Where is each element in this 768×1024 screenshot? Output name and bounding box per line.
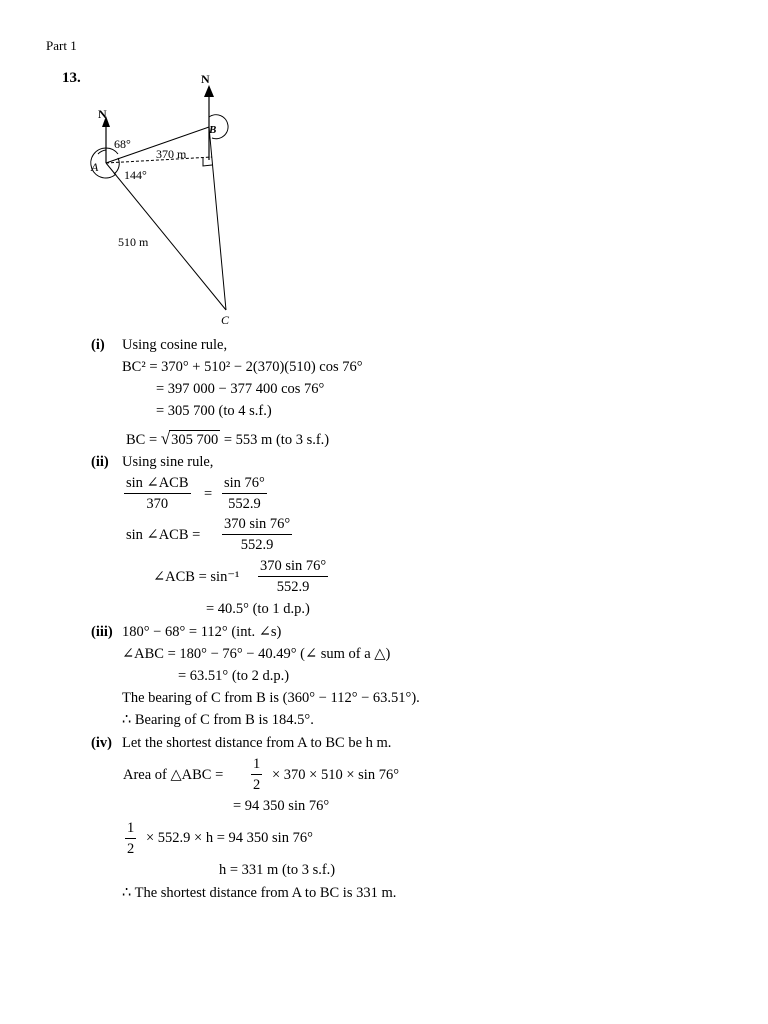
north-label-b: N [201, 72, 210, 86]
side-label-ac: 510 m [118, 235, 149, 249]
part-iv-half-den-2: 2 [127, 841, 135, 857]
point-label-a: A [91, 160, 99, 174]
part-iii-line2: ∠ABC = 180° − 76° − 40.49° (∠ sum of a △) [122, 646, 391, 662]
part-ii-line2-fraction [222, 516, 292, 554]
side-bc [209, 127, 226, 310]
part-iv-area-lhs: Area of △ABC = [123, 767, 224, 783]
page-header-part: Part 1 [46, 38, 77, 53]
part-i-line3: = 305 700 (to 4 s.f.) [156, 403, 272, 419]
part-i-line4-root: 305 700 [171, 432, 219, 448]
part-ii-line3-lhs: ∠ACB = sin⁻¹ [153, 569, 240, 585]
angle-label-144: 144° [124, 168, 147, 182]
part-iii-line5: ∴ Bearing of C from B is 184.5°. [122, 712, 314, 728]
part-i-line4: BC = √305 700 = 553 m (to 3 s.f.) [126, 429, 330, 448]
part-iv-half-den-1: 2 [253, 777, 261, 793]
angle-label-68: 68° [114, 137, 131, 151]
part-iii-line3: = 63.51° (to 2 d.p.) [178, 668, 290, 684]
part-ii-line4: = 40.5° (to 1 d.p.) [206, 601, 310, 617]
part-iv-half-num-2: 1 [125, 820, 136, 839]
part-i-line4-rhs: = 553 m (to 3 s.f.) [223, 432, 330, 448]
right-angle-marker [203, 158, 212, 166]
part-iii-line1: 180° − 68° = 112° (int. ∠s) [122, 624, 282, 640]
part-ii-f1-num: sin ∠ACB [124, 475, 191, 494]
part-i-intro: Using cosine rule, [122, 337, 228, 353]
point-label-b: B [209, 124, 217, 136]
part-iv-h-value: h = 331 m (to 3 s.f.) [219, 862, 336, 878]
side-label-ab: 370 m [156, 147, 187, 161]
part-i-line1: BC² = 370° + 510² − 2(370)(510) cos 76° [122, 359, 363, 375]
part-ii-f2-den: 552.9 [228, 496, 261, 512]
part-i-label: (i) [91, 337, 105, 353]
north-label-a: N [98, 107, 107, 121]
part-ii-f2-num: sin 76° [222, 475, 267, 494]
part-iv-half-num-1: 1 [251, 756, 262, 775]
part-iv-area-rhs: × 370 × 510 × sin 76° [272, 767, 400, 783]
part-iii-label: (iii) [91, 624, 113, 640]
part-ii-l3-den: 552.9 [276, 579, 310, 595]
part-iv-intro: Let the shortest distance from A to BC be h m. [122, 735, 392, 751]
part-ii-fraction1 [124, 475, 191, 513]
part-i-line2: = 397 000 − 377 400 cos 76° [156, 381, 325, 397]
part-ii-line3-fraction [258, 558, 328, 596]
part-iv-area2: = 94 350 sin 76° [233, 798, 330, 814]
part-ii-f1-den: 370 [146, 496, 169, 512]
part-ii-equals: = [204, 486, 213, 502]
part-iv-half-fraction-2 [125, 820, 136, 858]
part-iv-half-fraction-1 [251, 756, 262, 794]
part-iv-conclusion: ∴ The shortest distance from A to BC is 331 m. [122, 885, 397, 901]
part-iv-eq-rhs: × 552.9 × h = 94 350 sin 76° [146, 830, 313, 846]
triangle-bearing-diagram [0, 0, 768, 340]
north-arrow-b-icon [204, 85, 214, 97]
point-label-c: C [221, 313, 230, 327]
part-i-line4-lhs: BC = [126, 432, 158, 448]
part-ii-fraction2 [222, 475, 267, 513]
question-number: 13. [62, 70, 81, 86]
part-iv-label: (iv) [91, 735, 112, 751]
part-ii-l3-num: 370 sin 76° [258, 558, 328, 577]
part-iii-line4: The bearing of C from B is (360° − 112° − 63.51°). [122, 690, 420, 706]
part-ii-label: (ii) [91, 454, 109, 470]
part-ii-line2-lhs: sin ∠ACB = [126, 527, 201, 543]
part-ii-intro: Using sine rule, [122, 454, 214, 470]
part-ii-l2-den: 552.9 [240, 537, 274, 553]
part-ii-l2-num: 370 sin 76° [222, 516, 292, 535]
